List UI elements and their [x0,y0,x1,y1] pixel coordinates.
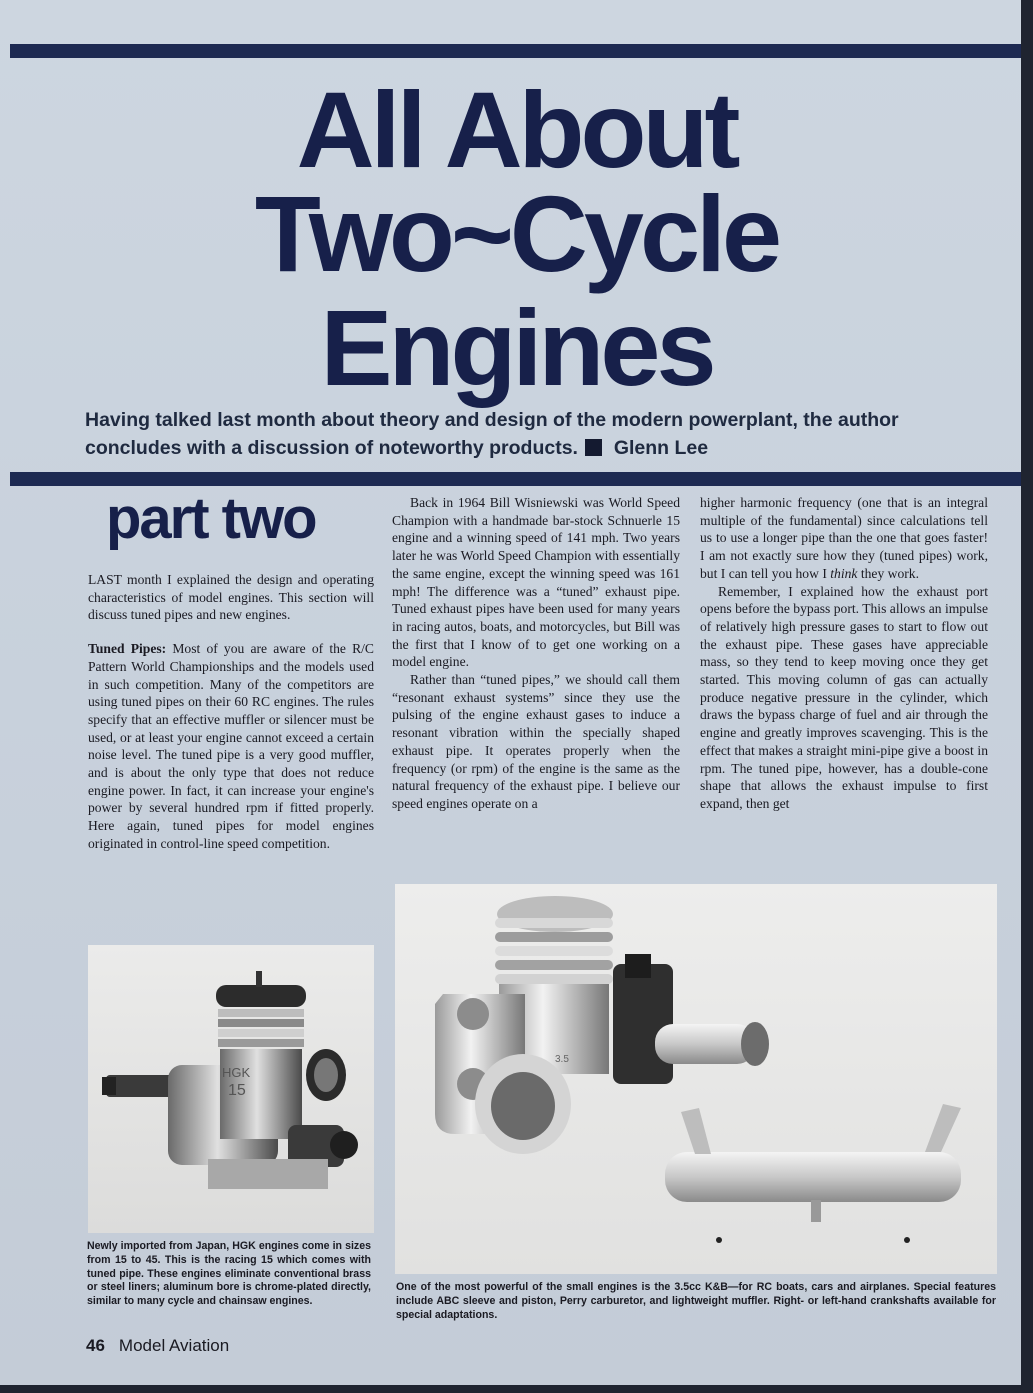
tuned-pipes-paragraph [88,640,374,852]
top-rule [10,44,1033,58]
headline-line-1: All About [296,69,737,190]
column-3-paragraph-2: Remember, I explained how the exhaust port opens before the bypass port. This allows an impulse of relatively high pressure gases to start to flow out the exhaust pipe. These gases have appreciable mass, so they tend to keep moving once they get started. This moving column of gas can actually produce negative pressure in the cylinder, which draws the bypass charge of fuel and air through the engine and greatly improves scavenging. This is the effect that makes a straight mini-pipe give a boost in rpm. The tuned pipe, however, has a double-cone shape that allows the exhaust impulse to first expand, then get [700,583,988,811]
bullet-square-icon [585,439,602,456]
column-2-paragraph-1: Back in 1964 Bill Wisniewski was World Speed Champion with a handmade bar-stock Schnuerle 15 engine and a winning speed of 141 mph. Two years later he was World Speed Champion with essentially the same engine, except the winning speed was 161 mph! The difference was a “tuned” exhaust pipe. Tuned exhaust pipes have been used for many years in racing autos, boats, and motorcycles, but Bill was the first that I know of to get one working on a model engine. [392,495,680,670]
deck-text: Having talked last month about theory and design of the modern powerplant, the author concludes with a discussion of noteworthy products. [85,409,899,459]
column-3-text-b: they work. [857,565,919,581]
page-number: 46 [86,1336,105,1355]
part-heading: part two [106,486,316,551]
column-3-italic: think [830,565,858,581]
kb-marking: 3.5 [555,1054,569,1065]
tuned-pipes-label: Tuned Pipes: [88,641,167,657]
kb-photo-caption: One of the most powerful of the small engines is the 3.5cc K&B—for RC boats, cars and airplanes. Special features include ABC sleeve and piston, Perry carburetor, and lightweight muffler. Right- or left-hand crankshafts available for special adaptations. [396,1281,996,1321]
kb-engine-photo [395,884,997,1274]
article-deck [85,406,965,462]
tuned-pipes-text: Most of you are aware of the R/C Pattern World Championships and the models used in such competition. Many of the competitors are using tuned pipes on their 60 RC engines. The rules specify that an effective muffler or silencer must be used, or at least your engine cannot exceed a certain noise level. The tuned pipe is a very good muffler, and is about the only type that does not reduce engine power. In fact, it can increase your engine's power by several hundred rpm if fitted properly. Here again, tuned pipes for model engines originated in control-line speed competition. [88,641,374,851]
column-2 [392,494,680,813]
page-folio [86,1336,229,1356]
column-2-paragraph-2: Rather than “tuned pipes,” we should call them “resonant exhaust systems” since they use the pulsing of the engine exhaust gases to induce a resonant vibration within the specially shaped exhaust pipe. It operates properly when the frequency (or rpm) of the engine is the same as the natural frequency of the exhaust pipe. I believe our speed engines operate on a [392,672,680,811]
column-3-paragraph-1 [700,494,988,583]
column-3-text-a: higher harmonic frequency (one that is an integral multiple of the fundamental) since calculations tell us to use a longer pipe than the one that goes faster! I am not exactly sure how they (tuned pipes) work, but I can tell you how I [700,495,988,581]
headline-line-3: Engines [320,287,713,408]
hgk-engine-illustration [88,945,374,1233]
kb-engine-illustration [395,884,997,1274]
page-edge-right [1021,0,1033,1393]
author-byline: Glenn Lee [613,437,709,459]
hgk-size: 15 [228,1082,246,1099]
mid-rule [10,472,1033,486]
hgk-photo-caption: Newly imported from Japan, HGK engines come in sizes from 15 to 45. This is the racing 15 which comes with tuned pipe. These engines eliminate conventional brass or steel liners; aluminum bore is chrome-plated directly, similar to many cycle and chainsaw engines. [87,1240,371,1308]
intro-paragraph: LAST month I explained the design and operating characteristics of model engines. This section will discuss tuned pipes and new engines. [88,572,374,623]
hgk-marking: HGK [222,1065,251,1080]
hgk-engine-photo [88,945,374,1233]
column-3 [700,494,988,813]
magazine-name: Model Aviation [118,1336,230,1355]
page-edge-bottom [0,1385,1033,1393]
column-1 [88,571,374,853]
headline-line-2: Two~Cycle [254,173,779,294]
